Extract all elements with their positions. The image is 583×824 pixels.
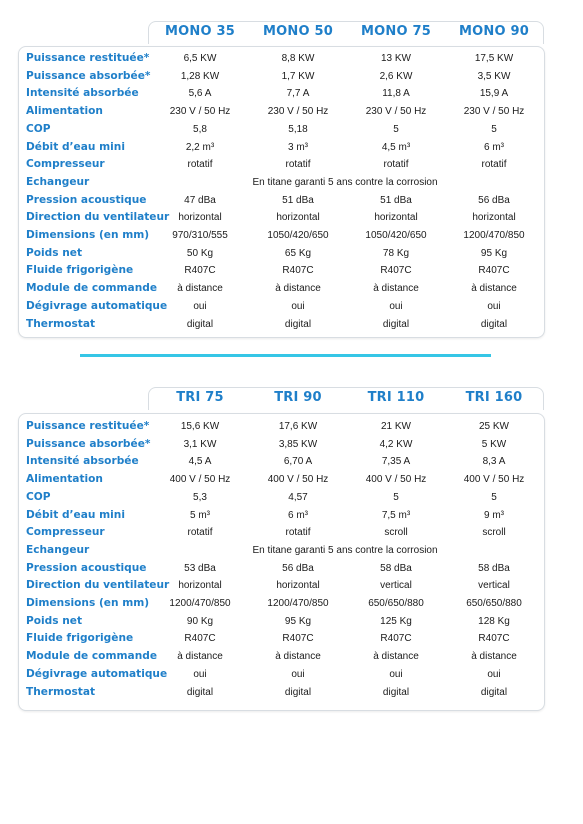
cell-value: 2,6 KW — [379, 70, 413, 82]
row-label: Pression acoustique — [26, 193, 147, 206]
cell-value: 90 Kg — [186, 615, 214, 627]
table-row — [0, 282, 583, 300]
cell-value: 15,6 KW — [180, 421, 220, 432]
cell-value: à distance — [177, 651, 223, 663]
cell-value: 11,8 A — [382, 88, 410, 100]
table-row — [0, 211, 583, 229]
cell-value: 17,6 KW — [278, 421, 318, 432]
table-row — [0, 632, 583, 650]
cell-value: 1050/420/650 — [267, 230, 329, 241]
cell-value: 230 V / 50 Hz — [365, 106, 427, 118]
cell-value: 6,70 A — [283, 456, 313, 468]
cell-value: 230 V / 50 Hz — [169, 106, 231, 118]
cell-value: R407C — [282, 633, 314, 645]
cell-value: 13 KW — [380, 53, 411, 64]
model-header: MONO 35 — [165, 24, 235, 39]
table-row — [0, 562, 583, 580]
table-row — [0, 229, 583, 247]
cell-value: 4,2 KW — [379, 438, 413, 450]
row-label: Echangeur — [26, 543, 90, 556]
cell-value: 1200/470/850 — [463, 230, 525, 241]
cell-value: 4,57 — [288, 491, 308, 503]
row-label: Fluide frigorigène — [26, 632, 134, 645]
cell-value: 21 KW — [380, 421, 411, 432]
cell-value: oui — [389, 300, 403, 312]
cell-value: 1050/420/650 — [365, 230, 427, 241]
cell-value: 4,5 A — [188, 456, 212, 468]
model-header: MONO 50 — [263, 24, 333, 39]
cell-value: 5 m³ — [190, 509, 210, 521]
cell-value: 7,7 A — [286, 88, 310, 100]
row-label: COP — [26, 122, 51, 135]
cell-value: 56 dBa — [282, 562, 314, 574]
cell-value: horizontal — [276, 580, 320, 592]
row-label: Direction du ventilateur — [26, 211, 170, 224]
model-header: TRI 90 — [274, 390, 322, 405]
cell-value: R407C — [380, 633, 412, 645]
cell-value: 8,3 A — [482, 456, 506, 468]
cell-value: à distance — [373, 651, 419, 663]
row-span-value: En titane garanti 5 ans contre la corrosion — [252, 176, 438, 188]
row-label: Fluide frigorigène — [26, 264, 134, 277]
cell-value: R407C — [478, 633, 510, 645]
cell-value: horizontal — [374, 212, 418, 224]
cell-value: 50 Kg — [186, 247, 214, 259]
table-row — [0, 509, 583, 527]
cell-value: oui — [193, 668, 207, 680]
table-row — [0, 105, 583, 123]
cell-value: à distance — [471, 283, 517, 295]
cell-value: à distance — [275, 283, 321, 295]
table-row — [0, 176, 583, 194]
cell-value: 58 dBa — [478, 562, 510, 574]
cell-value: oui — [389, 668, 403, 680]
cell-value: digital — [186, 318, 214, 330]
table-row — [0, 420, 583, 438]
cell-value: 5 — [393, 491, 399, 503]
row-span-value: En titane garanti 5 ans contre la corrosion — [252, 544, 438, 556]
model-header: TRI 110 — [367, 390, 425, 405]
cell-value: digital — [480, 318, 508, 330]
cell-value: digital — [382, 686, 410, 698]
cell-value: 5 — [491, 123, 497, 135]
cell-value: rotatif — [187, 527, 213, 539]
cell-value: 2,2 m³ — [185, 141, 215, 153]
cell-value: horizontal — [276, 212, 320, 224]
row-label: Dimensions (en mm) — [26, 597, 150, 609]
cell-value: oui — [487, 668, 501, 680]
cell-value: oui — [291, 668, 305, 680]
cell-value: 1,28 KW — [180, 70, 220, 82]
model-header: MONO 90 — [459, 24, 529, 39]
model-header: TRI 75 — [176, 390, 224, 405]
cell-value: digital — [480, 686, 508, 698]
cell-value: rotatif — [383, 159, 409, 171]
row-label: Puissance restituée* — [26, 52, 150, 64]
cell-value: à distance — [471, 651, 517, 663]
cell-value: 53 dBa — [184, 562, 216, 574]
table-row — [0, 194, 583, 212]
table-row — [0, 455, 583, 473]
cell-value: 8,8 KW — [281, 53, 315, 64]
row-label: Thermostat — [26, 317, 96, 330]
row-label: Intensité absorbée — [26, 87, 139, 100]
cell-value: scroll — [384, 527, 408, 539]
table-row — [0, 123, 583, 141]
cell-value: 650/650/880 — [466, 598, 522, 609]
section-divider — [80, 354, 491, 357]
cell-value: 3,1 KW — [183, 438, 217, 450]
cell-value: 56 dBa — [478, 194, 510, 206]
cell-value: 1200/470/850 — [169, 598, 231, 609]
cell-value: 9 m³ — [484, 509, 504, 521]
cell-value: rotatif — [187, 159, 213, 171]
row-label: Pression acoustique — [26, 561, 147, 574]
cell-value: 3 m³ — [288, 141, 308, 153]
cell-value: 25 KW — [478, 421, 509, 432]
cell-value: vertical — [380, 580, 412, 592]
cell-value: 51 dBa — [282, 194, 314, 206]
cell-value: R407C — [184, 633, 216, 645]
cell-value: 400 V / 50 Hz — [365, 474, 427, 486]
cell-value: 230 V / 50 Hz — [463, 106, 525, 118]
cell-value: R407C — [478, 265, 510, 277]
cell-value: R407C — [184, 265, 216, 277]
cell-value: vertical — [478, 580, 510, 592]
cell-value: 58 dBa — [380, 562, 412, 574]
table-row — [0, 686, 583, 704]
cell-value: 5,8 — [193, 123, 207, 135]
table-row — [0, 650, 583, 668]
cell-value: 78 Kg — [382, 247, 410, 259]
row-label: Débit d’eau mini — [26, 508, 125, 521]
row-label: Poids net — [26, 246, 83, 259]
table-row — [0, 264, 583, 282]
row-label: Compresseur — [26, 158, 105, 171]
table-row — [0, 597, 583, 615]
cell-value: à distance — [177, 283, 223, 295]
cell-value: 230 V / 50 Hz — [267, 106, 329, 118]
table-row — [0, 615, 583, 633]
cell-value: 400 V / 50 Hz — [169, 474, 231, 486]
cell-value: 125 Kg — [380, 615, 412, 627]
table-row — [0, 526, 583, 544]
model-header: TRI 160 — [465, 390, 523, 405]
cell-value: 51 dBa — [380, 194, 412, 206]
table-row — [0, 438, 583, 456]
cell-value: 7,35 A — [381, 456, 411, 468]
table-row — [0, 491, 583, 509]
table-row — [0, 473, 583, 491]
cell-value: rotatif — [285, 159, 311, 171]
row-label: Puissance restituée* — [26, 420, 150, 432]
cell-value: 5,18 — [288, 123, 308, 135]
table-row — [0, 87, 583, 105]
table-row — [0, 318, 583, 336]
cell-value: 3,5 KW — [477, 70, 511, 82]
cell-value: 3,85 KW — [278, 438, 318, 450]
cell-value: à distance — [275, 651, 321, 663]
cell-value: oui — [193, 300, 207, 312]
table-row — [0, 544, 583, 562]
cell-value: horizontal — [472, 212, 516, 224]
row-label: Dégivrage automatique — [26, 299, 168, 312]
row-label: Direction du ventilateur — [26, 579, 170, 592]
table-row — [0, 668, 583, 686]
cell-value: 6,5 KW — [183, 53, 217, 64]
cell-value: 5 — [491, 491, 497, 503]
cell-value: 95 Kg — [284, 615, 312, 627]
cell-value: digital — [284, 318, 312, 330]
table-row — [0, 141, 583, 159]
cell-value: 128 Kg — [478, 615, 510, 627]
cell-value: 650/650/880 — [368, 598, 424, 609]
row-label: Puissance absorbée* — [26, 437, 151, 450]
cell-value: digital — [284, 686, 312, 698]
row-label: Débit d’eau mini — [26, 140, 125, 153]
row-label: Puissance absorbée* — [26, 69, 151, 82]
row-label: Dimensions (en mm) — [26, 229, 150, 241]
table-row — [0, 70, 583, 88]
cell-value: oui — [487, 300, 501, 312]
cell-value: rotatif — [481, 159, 507, 171]
row-label: Dégivrage automatique — [26, 667, 168, 680]
cell-value: 970/310/555 — [172, 230, 228, 241]
cell-value: scroll — [482, 527, 506, 539]
row-label: Alimentation — [26, 105, 103, 118]
row-label: Alimentation — [26, 473, 103, 486]
cell-value: 15,9 A — [479, 88, 509, 100]
cell-value: 47 dBa — [184, 194, 216, 206]
cell-value: 5,3 — [193, 491, 207, 503]
model-header: MONO 75 — [361, 24, 431, 39]
cell-value: 65 Kg — [284, 247, 312, 259]
table-row — [0, 158, 583, 176]
cell-value: 1200/470/850 — [267, 598, 329, 609]
table-row — [0, 579, 583, 597]
row-label: Module de commande — [26, 650, 157, 663]
row-label: Thermostat — [26, 685, 96, 698]
row-label: Poids net — [26, 614, 83, 627]
table-row — [0, 300, 583, 318]
cell-value: rotatif — [285, 527, 311, 539]
cell-value: digital — [186, 686, 214, 698]
cell-value: 400 V / 50 Hz — [267, 474, 329, 486]
cell-value: 6 m³ — [484, 141, 504, 153]
row-label: Module de commande — [26, 282, 157, 295]
cell-value: R407C — [380, 265, 412, 277]
cell-value: 17,5 KW — [474, 53, 514, 64]
cell-value: à distance — [373, 283, 419, 295]
table-row — [0, 52, 583, 70]
cell-value: 6 m³ — [288, 509, 308, 521]
row-label: Intensité absorbée — [26, 455, 139, 468]
cell-value: 5,6 A — [188, 88, 212, 100]
row-label: COP — [26, 490, 51, 503]
cell-value: 95 Kg — [480, 247, 508, 259]
cell-value: R407C — [282, 265, 314, 277]
cell-value: 7,5 m³ — [381, 509, 411, 521]
cell-value: horizontal — [178, 580, 222, 592]
cell-value: 400 V / 50 Hz — [463, 474, 525, 486]
cell-value: 1,7 KW — [281, 70, 315, 82]
cell-value: 4,5 m³ — [381, 141, 411, 153]
cell-value: oui — [291, 300, 305, 312]
cell-value: 5 KW — [481, 438, 507, 450]
row-label: Echangeur — [26, 175, 90, 188]
row-label: Compresseur — [26, 526, 105, 539]
table-row — [0, 247, 583, 265]
cell-value: 5 — [393, 123, 399, 135]
cell-value: horizontal — [178, 212, 222, 224]
cell-value: digital — [382, 318, 410, 330]
